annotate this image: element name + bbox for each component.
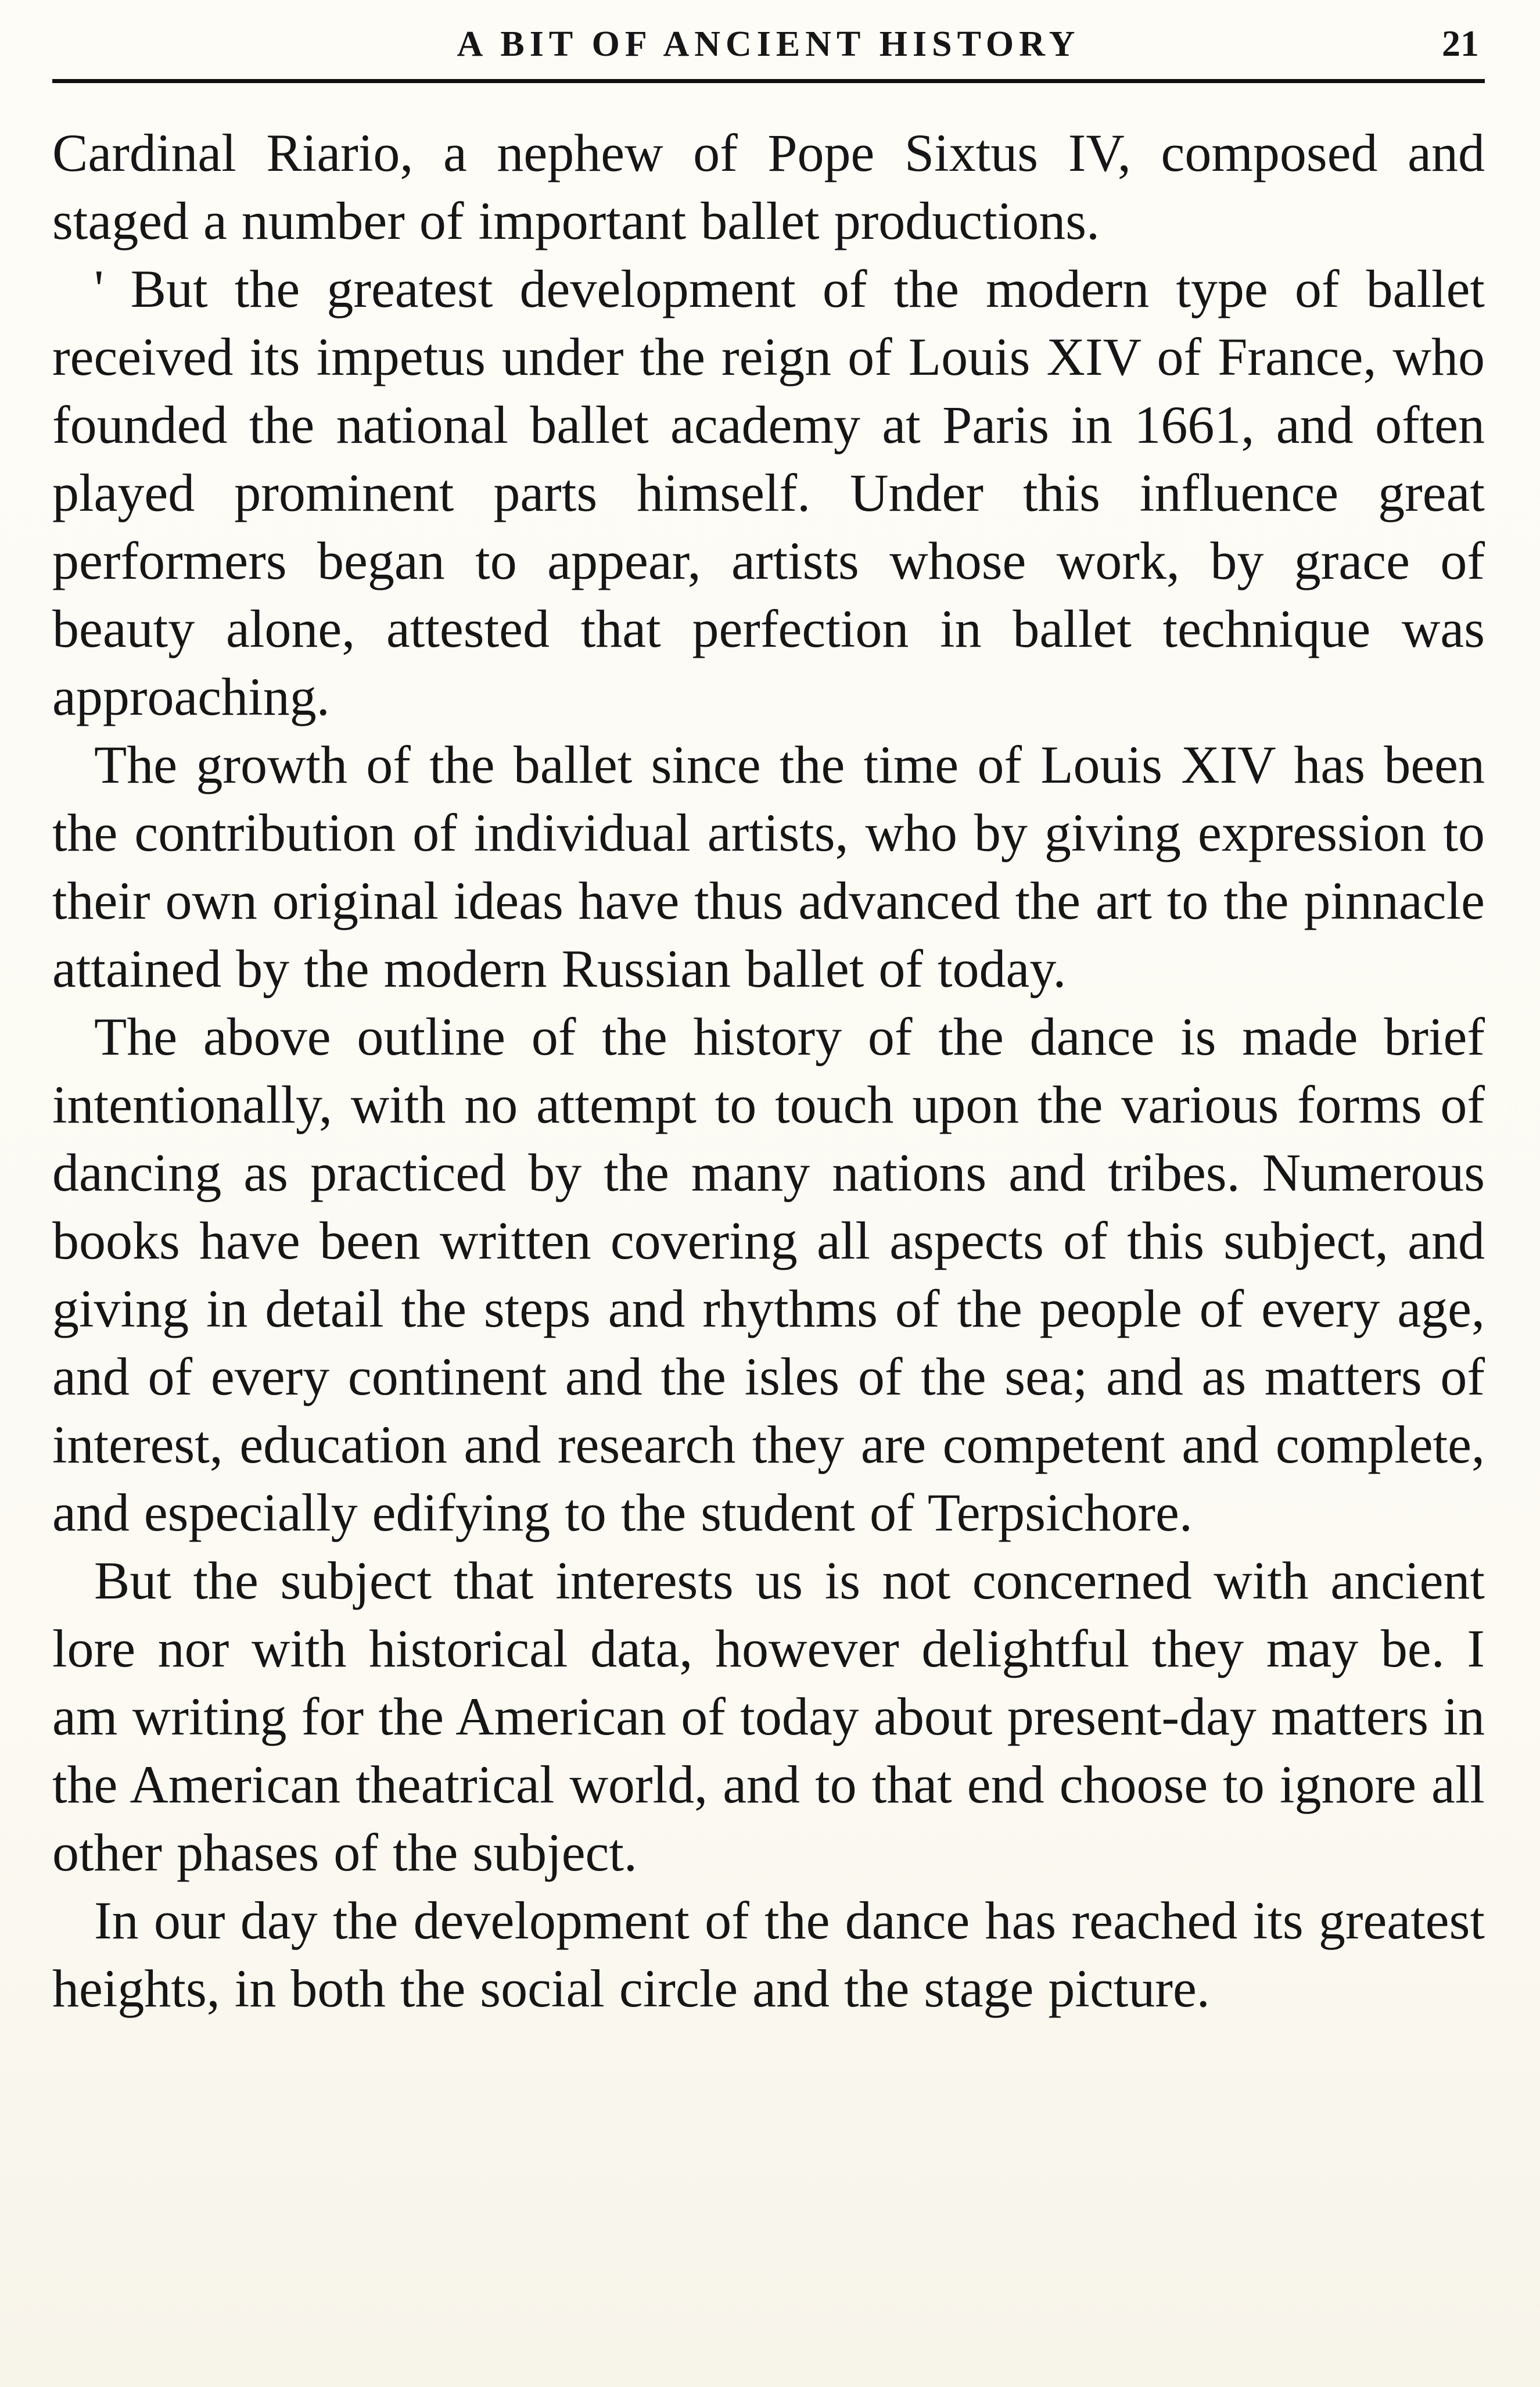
- paragraph: The above outline of the history of the dance is made brief intentionally, with no attempt to touch upon the various forms of dancing as practiced by the many nations and tribes. Numerous books have been written covering all aspects of this subject, and giving in detail the steps and rhythms of the people of every age, and of every continent and the isles of the sea; and as matters of interest, education and research they are competent and complete, and especially edifying to the student of Terpsichore.: [52, 1007, 1485, 1542]
- paragraph: Cardinal Riario, a nephew of Pope Sixtus IV, composed and staged a number of important ballet productions.: [52, 123, 1485, 250]
- paragraph: The growth of the ballet since the time of Louis XIV has been the contribution of individual artists, who by giving expression to their own original ideas have thus advanced the art to the pinnacle attained by the modern Russian ballet of today.: [52, 735, 1485, 998]
- header-left-spacer: [58, 55, 457, 56]
- page-number: 21: [1442, 23, 1479, 64]
- running-header: [52, 16, 1485, 65]
- header-rule: [52, 79, 1485, 83]
- paragraph: In our day the development of the dance has reached its greatest heights, in both the social circle and the stage picture.: [52, 1891, 1485, 2018]
- paragraph: But the subject that interests us is not concerned with ancient lore nor with historical data, however delightful they may be. I am writing for the American of today about present-day matters in the American theatrical world, and to that end choose to ignore all other phases of the subject.: [52, 1551, 1485, 1882]
- page-body-text: [52, 119, 1485, 2023]
- paragraph: ' But the greatest development of the modern type of ballet received its impetus under the reign of Louis XIV of France, who founded the national ballet academy at Paris in 1661, and often played prominent parts himself. Under this influence great performers began to appear, artists whose work, by grace of beauty alone, attested that perfection in ballet technique was approaching.: [52, 259, 1485, 726]
- chapter-title: A BIT OF ANCIENT HISTORY: [457, 24, 1080, 64]
